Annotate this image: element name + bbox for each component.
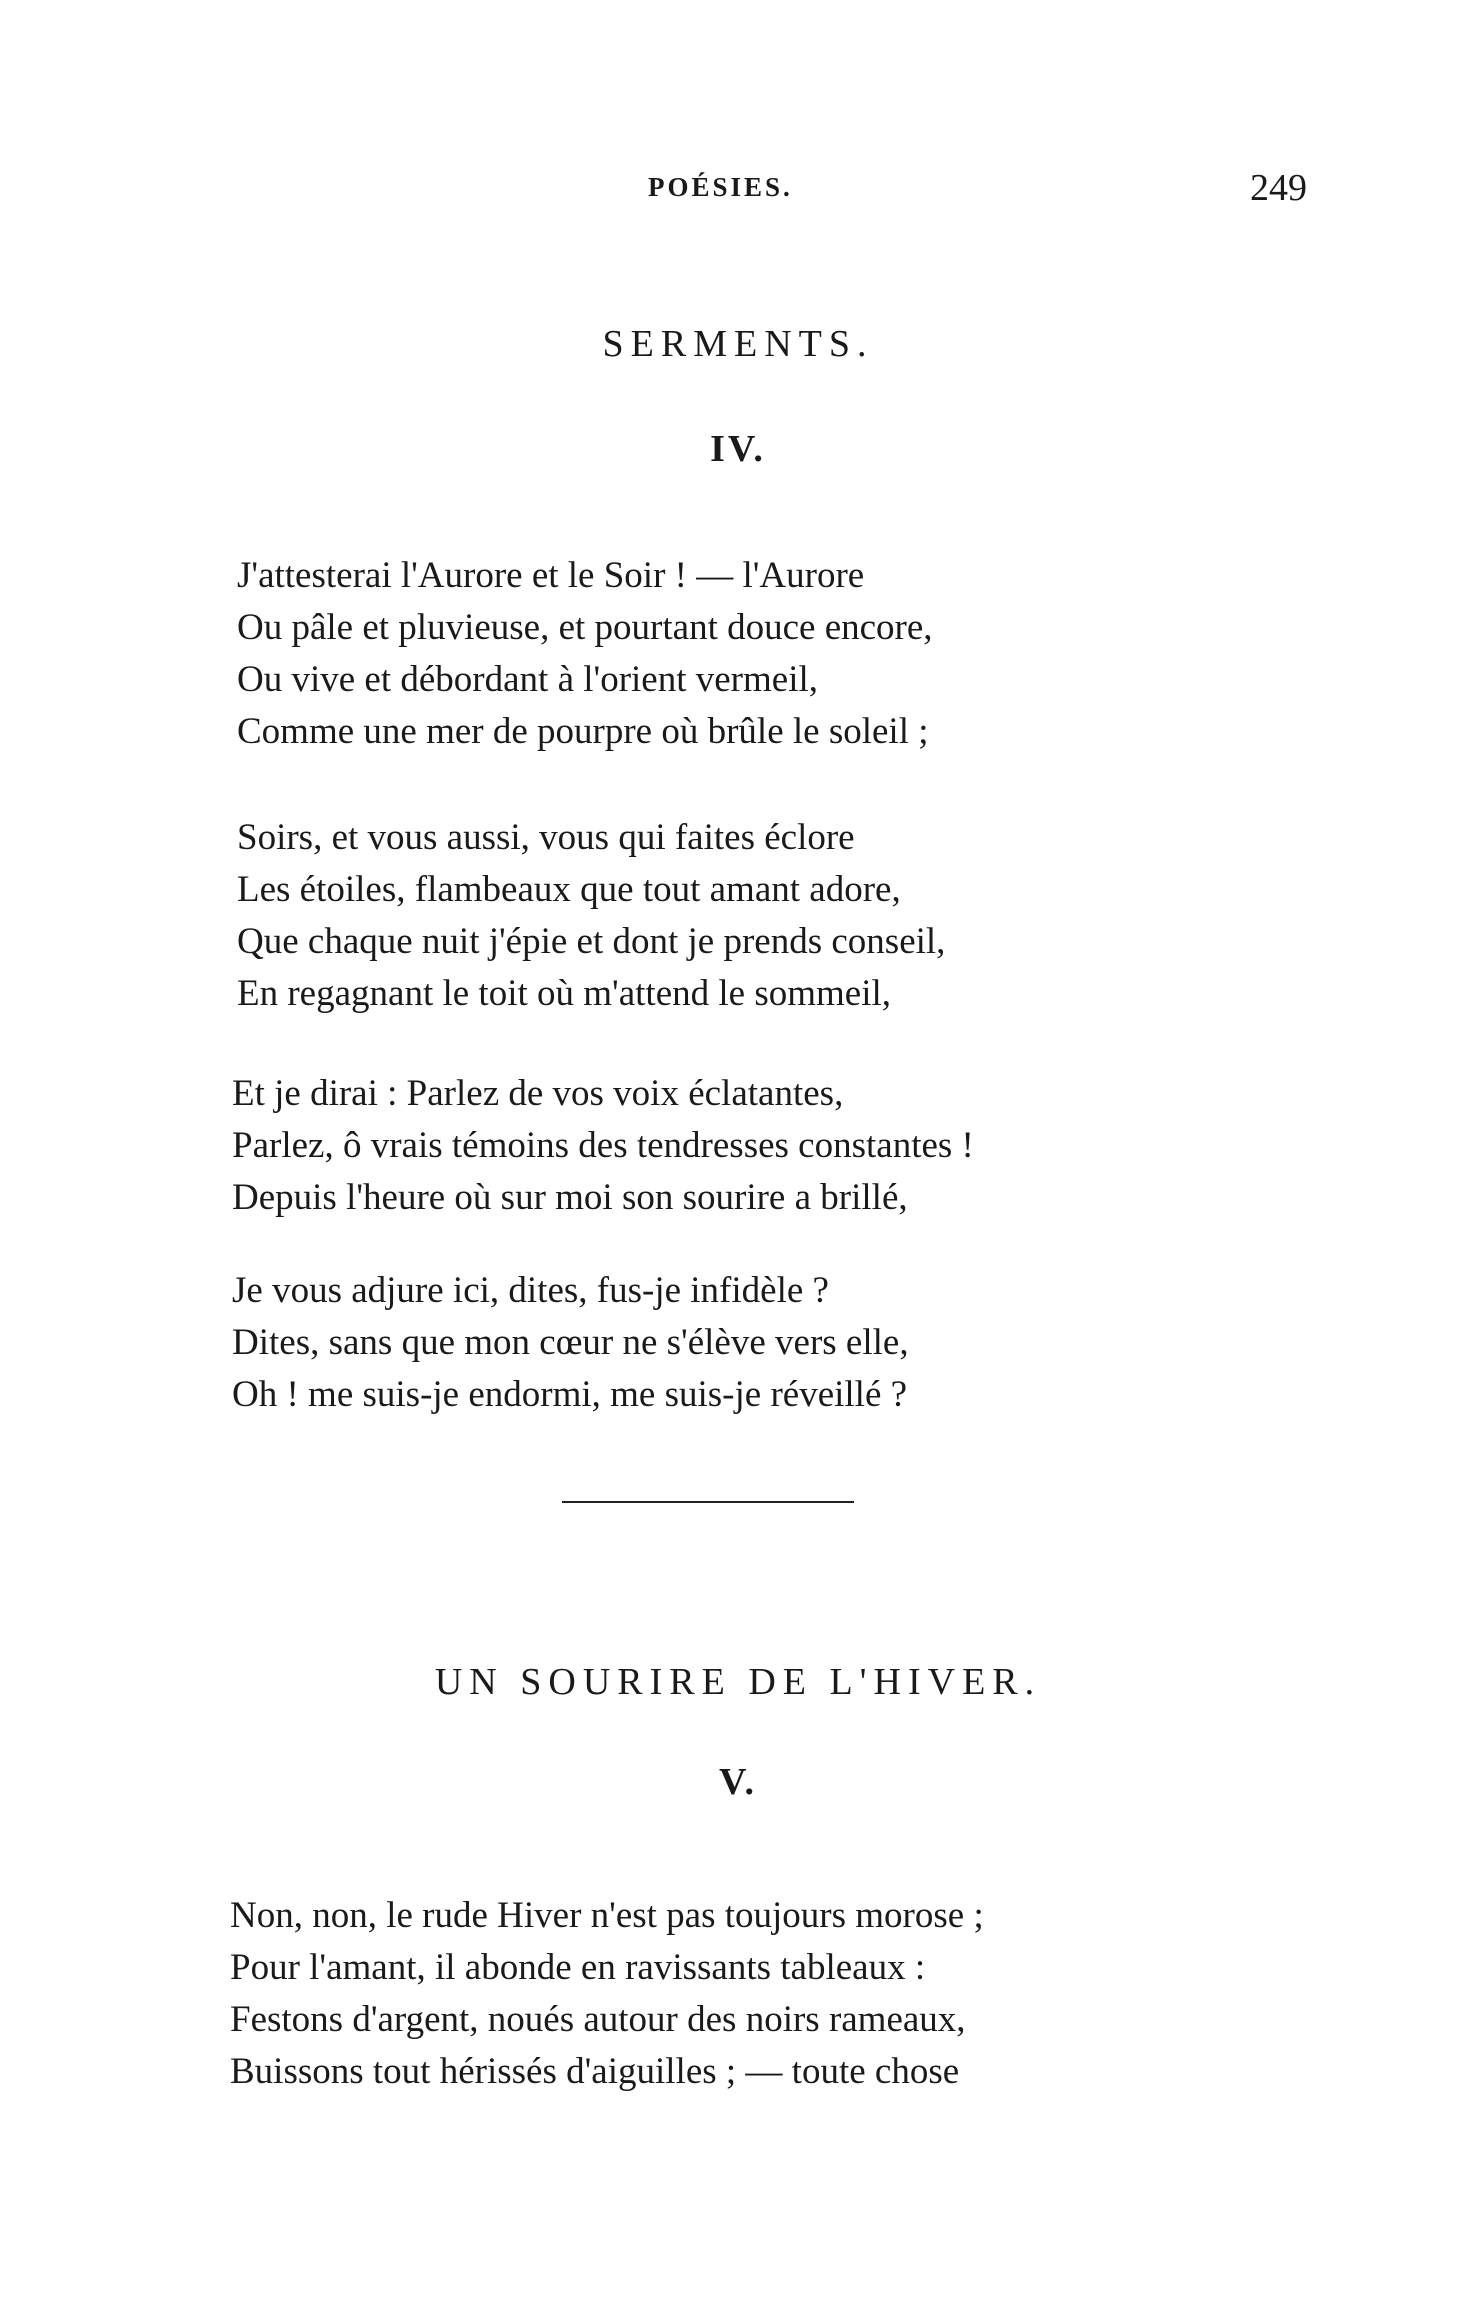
verse-line: Soirs, et vous aussi, vous qui faites éclore <box>237 817 855 858</box>
section-divider <box>562 1501 854 1503</box>
running-title: POÉSIES. <box>648 172 793 202</box>
verse-line: Non, non, le rude Hiver n'est pas toujours morose ; <box>230 1895 984 1936</box>
verse-line: J'attesterai l'Aurore et le Soir ! — l'Aurore <box>237 555 865 596</box>
stanza-3 <box>232 1068 1312 1224</box>
verse-line: Que chaque nuit j'épie et dont je prends conseil, <box>237 921 946 962</box>
stanza-2 <box>237 812 1317 1020</box>
running-head <box>0 167 1476 222</box>
verse-line: Buissons tout hérissés d'aiguilles ; — toute chose <box>230 2051 960 2092</box>
stanza-5 <box>230 1890 1310 2098</box>
poem-numeral-iv: IV. <box>710 428 766 470</box>
stanza-4 <box>232 1265 1312 1421</box>
poem-title-un-sourire-de-l-hiver: UN SOURIRE DE L'HIVER. <box>434 1661 1042 1703</box>
verse-line: Ou pâle et pluvieuse, et pourtant douce encore, <box>237 607 933 648</box>
verse-line: Les étoiles, flambeaux que tout amant adore, <box>237 869 901 910</box>
verse-line: Pour l'amant, il abonde en ravissants tableaux : <box>230 1947 926 1988</box>
verse-line: Et je dirai : Parlez de vos voix éclatantes, <box>232 1073 844 1114</box>
verse-line: Comme une mer de pourpre où brûle le soleil ; <box>237 711 929 752</box>
verse-line: Dites, sans que mon cœur ne s'élève vers elle, <box>232 1322 909 1363</box>
verse-line: Depuis l'heure où sur moi son sourire a brillé, <box>232 1177 908 1218</box>
page-number: 249 <box>1250 167 1307 209</box>
verse-line: Parlez, ô vrais témoins des tendresses constantes ! <box>232 1125 974 1166</box>
verse-line: En regagnant le toit où m'attend le sommeil, <box>237 973 892 1014</box>
verse-line: Je vous adjure ici, dites, fus-je infidèle ? <box>232 1270 829 1311</box>
verse-line: Oh ! me suis-je endormi, me suis-je réveillé ? <box>232 1374 908 1415</box>
poem-title-serments: SERMENTS. <box>602 323 874 365</box>
stanza-1 <box>237 550 1317 758</box>
verse-line: Ou vive et débordant à l'orient vermeil, <box>237 659 818 700</box>
verse-line: Festons d'argent, noués autour des noirs rameaux, <box>230 1999 966 2040</box>
poem-numeral-v: V. <box>718 1761 758 1803</box>
